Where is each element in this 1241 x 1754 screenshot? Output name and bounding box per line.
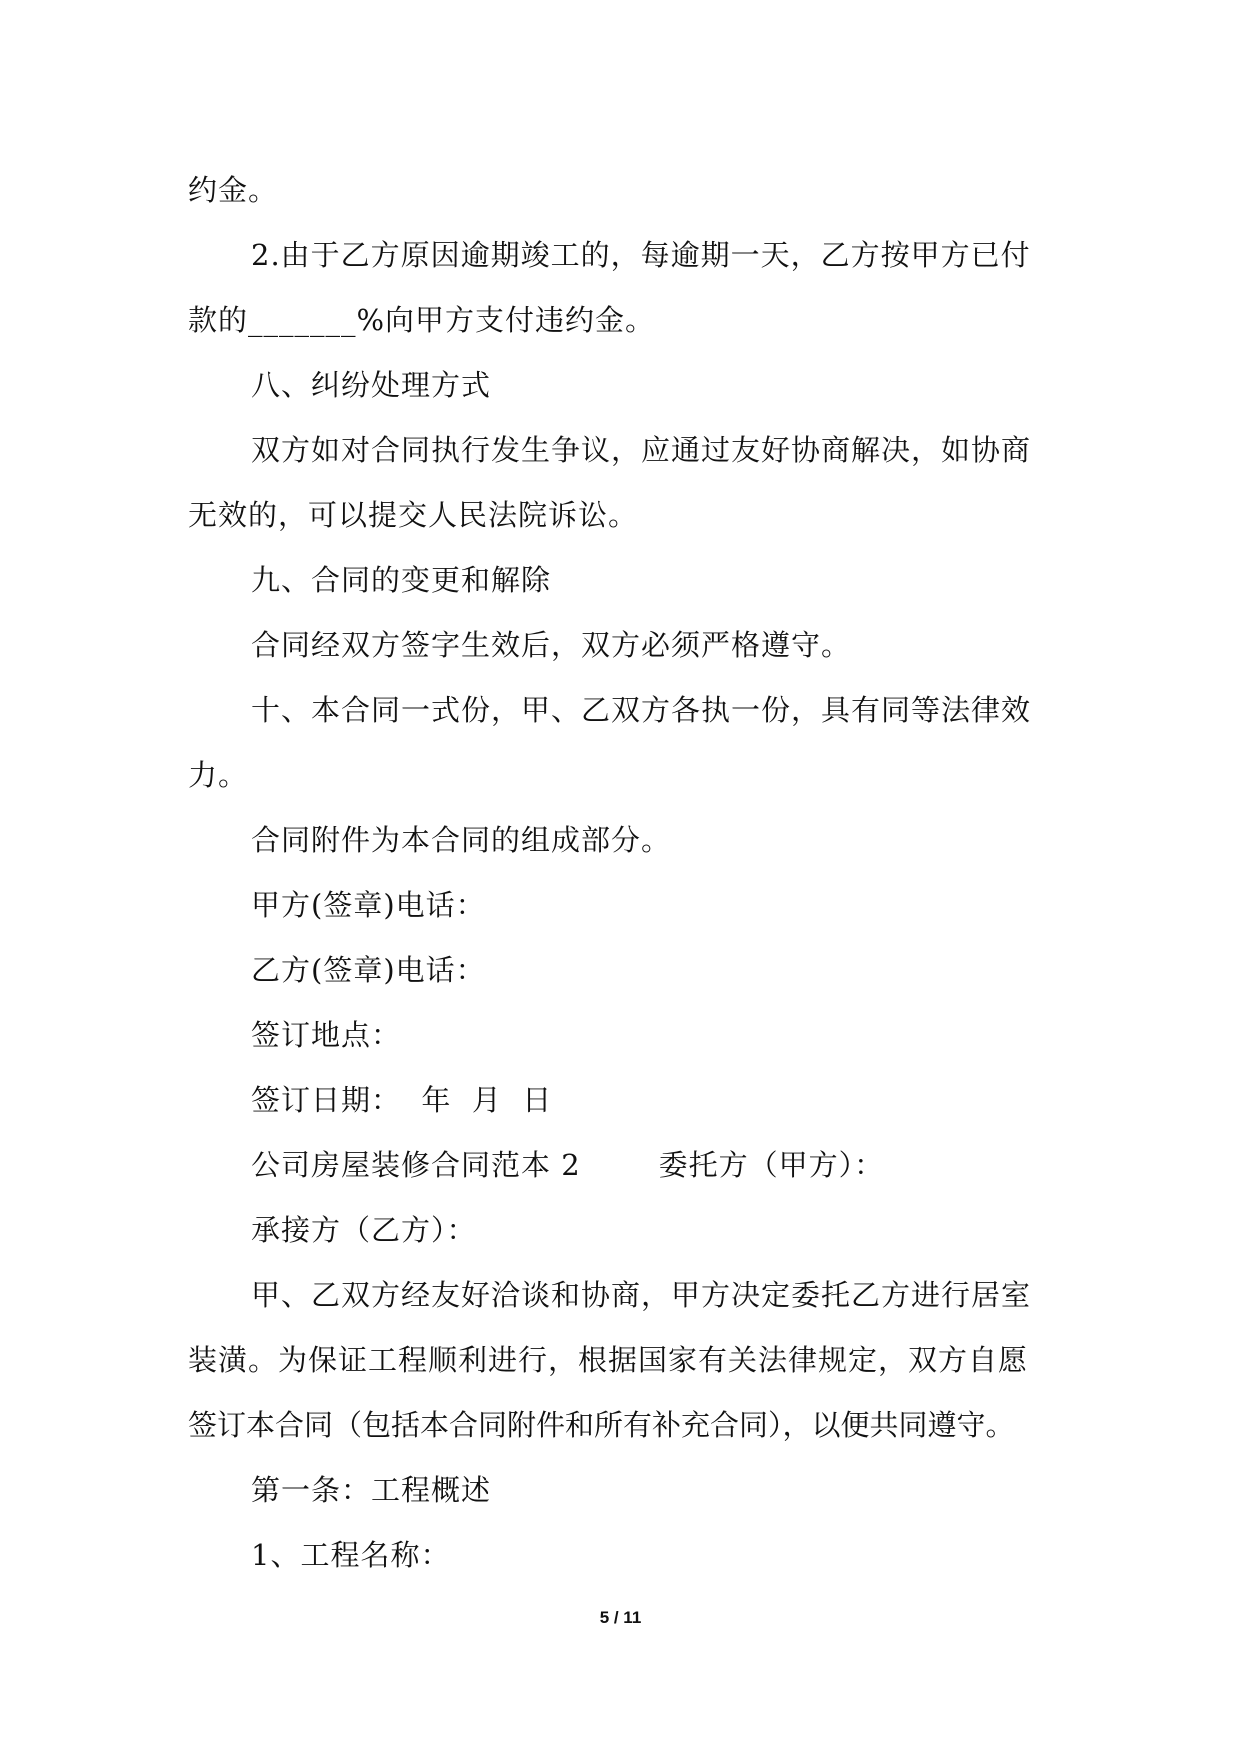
contractor-party-label: 承接方（乙方）： [251, 1213, 477, 1247]
text-line: 2.由于乙方原因逾期竣工的，每逾期一天，乙方按甲方已付 [251, 238, 1031, 272]
document-body [188, 158, 1068, 1588]
client-party-label: 委托方（甲方）： [658, 1148, 885, 1182]
text-line: 双方如对合同执行发生争议，应通过友好协商解决，如协商 [251, 433, 1032, 467]
text-line: 款的_______%向甲方支付违约金。 [188, 303, 656, 337]
project-name-line: 1、工程名称： [251, 1538, 451, 1572]
text-line: 力。 [188, 758, 249, 792]
section-heading-dispute: 八、纠纷处理方式 [251, 368, 492, 402]
page-number: 5 / 11 [599, 1608, 642, 1627]
text-line: 甲、乙双方经友好洽谈和协商，甲方决定委托乙方进行居室 [251, 1278, 1032, 1312]
party-a-signature-line: 甲方(签章)电话： [251, 888, 486, 922]
text-line: 合同附件为本合同的组成部分。 [251, 823, 672, 857]
contract-sample-title: 公司房屋装修合同范本 2 [251, 1148, 581, 1182]
section-heading-change: 九、合同的变更和解除 [251, 563, 552, 597]
text-line: 装潢。为保证工程顺利进行，根据国家有关法律规定，双方自愿 [188, 1343, 1029, 1377]
signing-date-line: 签订日期： 年 月 日 [251, 1083, 553, 1117]
text-line: 无效的，可以提交人民法院诉讼。 [188, 498, 639, 532]
text-line: 合同经双方签字生效后，双方必须严格遵守。 [251, 628, 852, 662]
contract-title-line [188, 1133, 1068, 1198]
text-line: 十、本合同一式份，甲、乙双方各执一份，具有同等法律效 [251, 693, 1032, 727]
signing-place-line: 签订地点： [251, 1018, 402, 1052]
article-one-heading: 第一条：工程概述 [251, 1473, 492, 1507]
text-line: 约金。 [188, 173, 279, 207]
text-line: 签订本合同（包括本合同附件和所有补充合同），以便共同遵守。 [188, 1408, 1015, 1442]
party-b-signature-line: 乙方(签章)电话： [251, 953, 486, 987]
